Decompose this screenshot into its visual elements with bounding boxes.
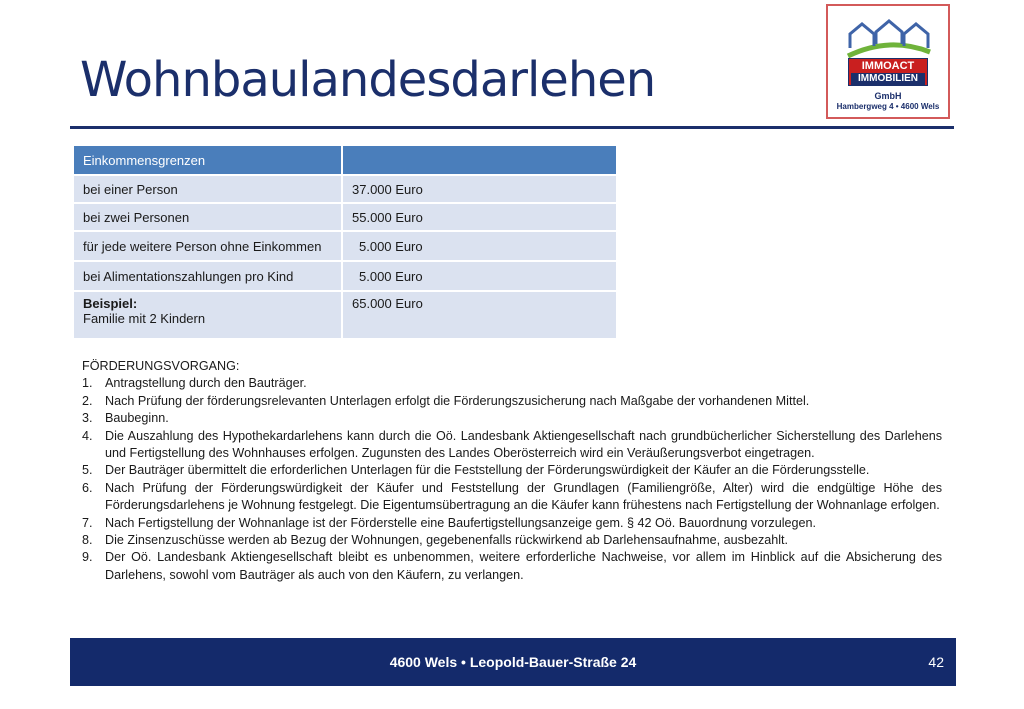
table-row-example xyxy=(73,291,617,339)
funding-process xyxy=(82,358,942,584)
table-row xyxy=(73,231,617,261)
example-label: Beispiel: xyxy=(83,296,138,311)
list-item xyxy=(82,532,942,549)
footer-address: 4600 Wels • Leopold-Bauer-Straße 24 xyxy=(389,654,637,670)
step-text: Antragstellung durch den Bauträger. xyxy=(105,376,307,391)
table-header-cell xyxy=(342,145,617,175)
table-header-cell: Einkommensgrenzen xyxy=(73,145,342,175)
step-text: Die Auszahlung des Hypothekardarlehens kann durch die Oö. Landesbank Aktiengesellschaft nach grundbücherlicher Sicherstellung des Darlehens und Fertigstellung des Wohnhauses erfolgen. Zugunsten des Landes Oberösterreich wird ein Veräußerungsverbot eingetragen. xyxy=(105,428,942,461)
list-item xyxy=(82,515,942,532)
list-item xyxy=(82,375,942,392)
step-number: 1. xyxy=(82,376,93,391)
income-limits-table xyxy=(72,144,618,340)
step-number: 2. xyxy=(82,393,93,408)
logo-badge xyxy=(848,58,928,86)
example-description: Familie mit 2 Kindern xyxy=(83,311,206,326)
step-text: Der Oö. Landesbank Aktiengesellschaft bleibt es unbenommen, weitere erforderliche Nachweise, vor allem im Hinblick auf die Absicherung des Darlehens, sowohl vom Bauträger als auch von den Käufern, zu verlangen. xyxy=(105,550,942,582)
table-cell-value: 37.000 Euro xyxy=(342,175,617,203)
list-item xyxy=(82,410,942,427)
step-number: 3. xyxy=(82,411,93,426)
list-item xyxy=(82,462,942,479)
table-cell-value: 5.000 Euro xyxy=(342,261,617,291)
step-text: Der Bauträger übermittelt die erforderlichen Unterlagen für die Feststellung der Förderungswürdigkeit der Käufer an die Förderungsstelle. xyxy=(105,463,870,478)
logo-line2: IMMOBILIEN xyxy=(851,73,925,85)
table-cell-label: für jede weitere Person ohne Einkommen xyxy=(73,231,342,261)
process-heading: FÖRDERUNGSVORGANG: xyxy=(82,359,240,373)
table-row xyxy=(73,203,617,231)
step-number: 5. xyxy=(82,463,93,478)
logo-line1: IMMOACT xyxy=(861,60,915,72)
table-header-row xyxy=(73,145,617,175)
example-cell xyxy=(73,291,342,339)
table-row xyxy=(73,261,617,291)
step-text: Nach Fertigstellung der Wohnanlage ist der Förderstelle eine Baufertigstellungsanzeige gem. § 42 Oö. Bauordnung vorzulegen. xyxy=(105,515,817,530)
title-divider xyxy=(70,126,954,129)
footer-bar xyxy=(70,638,956,686)
list-item xyxy=(82,393,942,410)
step-number: 9. xyxy=(82,550,93,565)
table-row xyxy=(73,175,617,203)
table-cell-value: 55.000 Euro xyxy=(342,203,617,231)
list-item xyxy=(82,428,942,463)
page-number: 42 xyxy=(928,654,944,670)
example-value: 65.000 Euro xyxy=(342,291,617,339)
table-cell-label: bei einer Person xyxy=(73,175,342,203)
table-cell-label: bei Alimentationszahlungen pro Kind xyxy=(73,261,342,291)
step-text: Baubeginn. xyxy=(105,411,169,426)
table-cell-value: 5.000 Euro xyxy=(342,231,617,261)
houses-logo-icon xyxy=(846,18,932,58)
step-text: Nach Prüfung der förderungsrelevanten Unterlagen erfolgt die Förderungszusicherung nach Maßgabe der vorhandenen Mittel. xyxy=(105,393,810,408)
step-text: Nach Prüfung der Förderungswürdigkeit der Käufer und Feststellung der Grundlagen (Familiengröße, Alter) wird die endgültige Höhe des Förderungsdarlehens je Wohnung festgelegt. Die Eigentumsübertragung an die Käufer kann frühestens nach Fertigstellung der Wohnanlage erfolgen. xyxy=(105,480,942,513)
company-logo xyxy=(826,4,950,119)
logo-address: Hambergweg 4 • 4600 Wels xyxy=(836,102,940,111)
step-number: 4. xyxy=(82,428,93,443)
list-item xyxy=(82,480,942,515)
step-number: 8. xyxy=(82,533,93,548)
logo-company-form: GmbH xyxy=(874,91,902,101)
step-number: 7. xyxy=(82,515,93,530)
step-text: Die Zinsenzuschüsse werden ab Bezug der Wohnungen, gegebenenfalls rückwirkend ab Darlehensaufnahme, ausbezahlt. xyxy=(105,533,789,548)
page-title: Wohnbaulandesdarlehen xyxy=(80,52,656,108)
table-cell-label: bei zwei Personen xyxy=(73,203,342,231)
process-steps-list xyxy=(82,375,942,584)
step-number: 6. xyxy=(82,480,93,495)
list-item xyxy=(82,549,942,584)
